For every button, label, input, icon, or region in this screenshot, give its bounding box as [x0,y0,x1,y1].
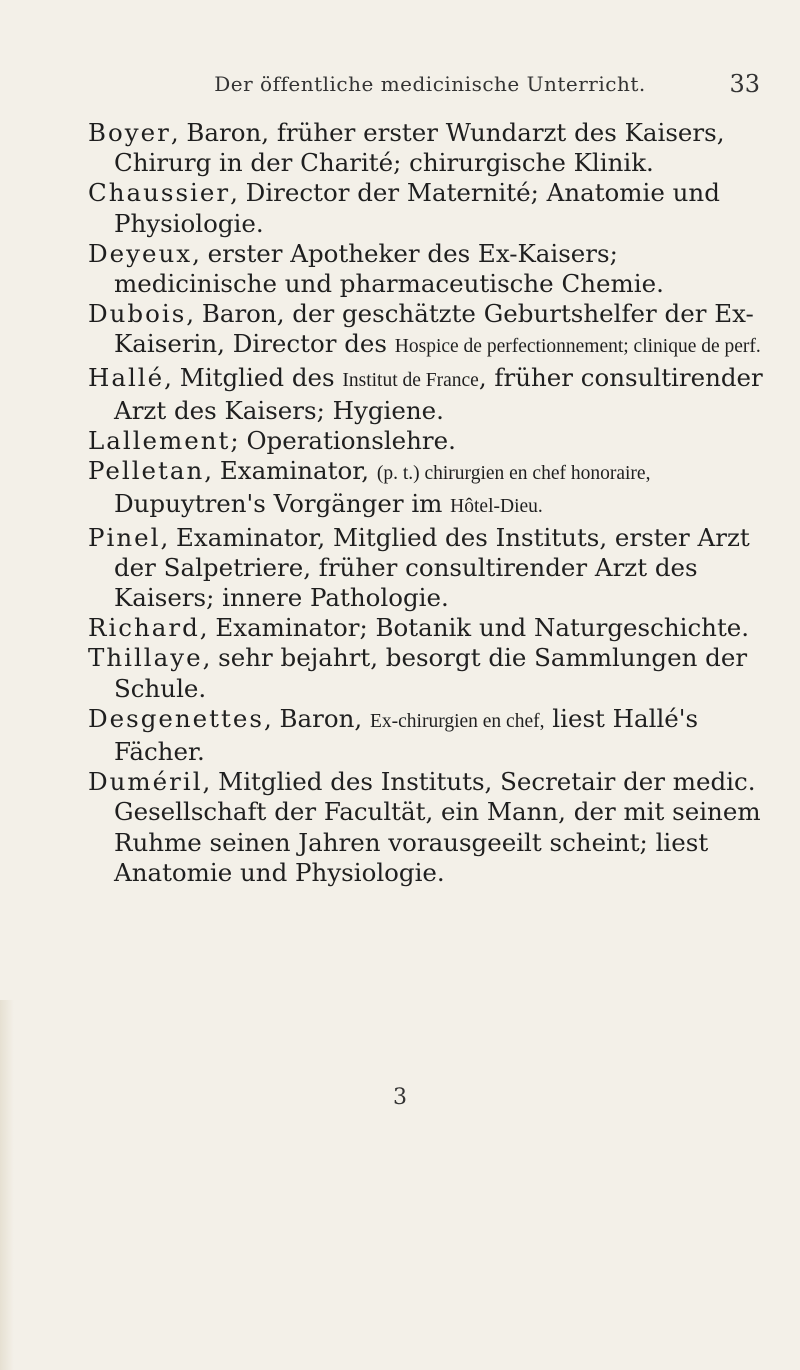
page-number: 33 [729,70,760,98]
faculty-entry [88,299,770,362]
faculty-entry [88,523,770,614]
entry-text: , erster Apotheker des Ex-Kaisers; medicinische und pharmaceutische Chemie. [114,238,664,299]
faculty-entry [88,704,770,767]
entry-text: , Mitglied des Instituts, Secretair der medic. Gesellschaft der Facultät, ein Mann, der mit seinem Ruhme seinen Jahren vorausgeeilt scheint; liest Anatomie und Physiologie. [114,767,761,887]
entry-name: Deyeux [88,238,193,268]
entry-name: Thillaye [88,643,203,673]
entry-name: Hallé [88,362,165,392]
entry-text: Hôtel-Dieu. [450,496,543,518]
entry-text: , früher consultirender Arzt des Kaisers; Hygiene. [114,362,763,425]
faculty-entry [88,178,770,238]
running-header [180,72,760,112]
faculty-entry [88,767,770,888]
entry-text: , Mitglied des [164,362,343,392]
entry-name: Lallement [88,426,231,456]
entry-text: , Examinator, [204,456,377,486]
entry-name: Duméril [88,767,203,797]
entry-text: ; Operationslehre. [230,426,456,456]
signature-mark: 3 [393,1085,407,1110]
entry-text: , sehr bejahrt, besorgt die Sammlungen der Schule. [114,643,748,703]
entry-text: , Baron, der geschätzte Geburtshelfer der Ex-Kaiserin, Director des [114,299,754,359]
entry-name: Dubois [88,299,187,329]
faculty-entry [88,456,770,522]
faculty-entry [88,643,770,703]
entry-text: , Baron, früher erster Wundarzt des Kaisers, Chirurg in der Charité; chirurgische Klinik. [114,118,725,178]
entry-text: Ex-chirurgien en chef, [369,710,545,732]
entry-text: , Examinator; Botanik und Naturgeschichte. [199,613,750,643]
faculty-entry [88,613,770,643]
entry-text: Institut de France [342,369,479,391]
entry-text: (p. t.) chirurgien en chef honoraire, [376,463,651,485]
entry-text: , Examinator, Mitglied des Instituts, erster Arzt der Salpetriere, früher consultirender Arzt des Kaisers; innere Pathologie. [114,522,750,613]
entry-name: Pinel [88,522,161,552]
entry-name: Desgenettes [88,703,264,733]
entry-name: Chaussier [88,178,231,208]
entry-name: Pelletan [88,456,205,486]
entry-name: Boyer [88,118,171,147]
header-title: Der öffentliche medicinische Unterricht. [214,72,646,96]
faculty-list [88,118,770,888]
entry-text: Dupuytren's Vorgänger im [114,489,451,519]
entry-text: , Baron, [263,703,370,733]
page-edge-shadow [0,1000,14,1370]
faculty-entry [88,426,770,456]
entry-text: Hospice de perfectionnement; clinique de perf. [394,336,761,358]
entry-name: Richard [88,613,200,643]
faculty-entry [88,363,770,426]
entry-text: , Director der Maternité; Anatomie und Physiologie. [114,178,720,238]
entry-text: liest Hallé's Fächer. [114,703,699,767]
faculty-entry [88,118,770,178]
faculty-entry [88,239,770,299]
